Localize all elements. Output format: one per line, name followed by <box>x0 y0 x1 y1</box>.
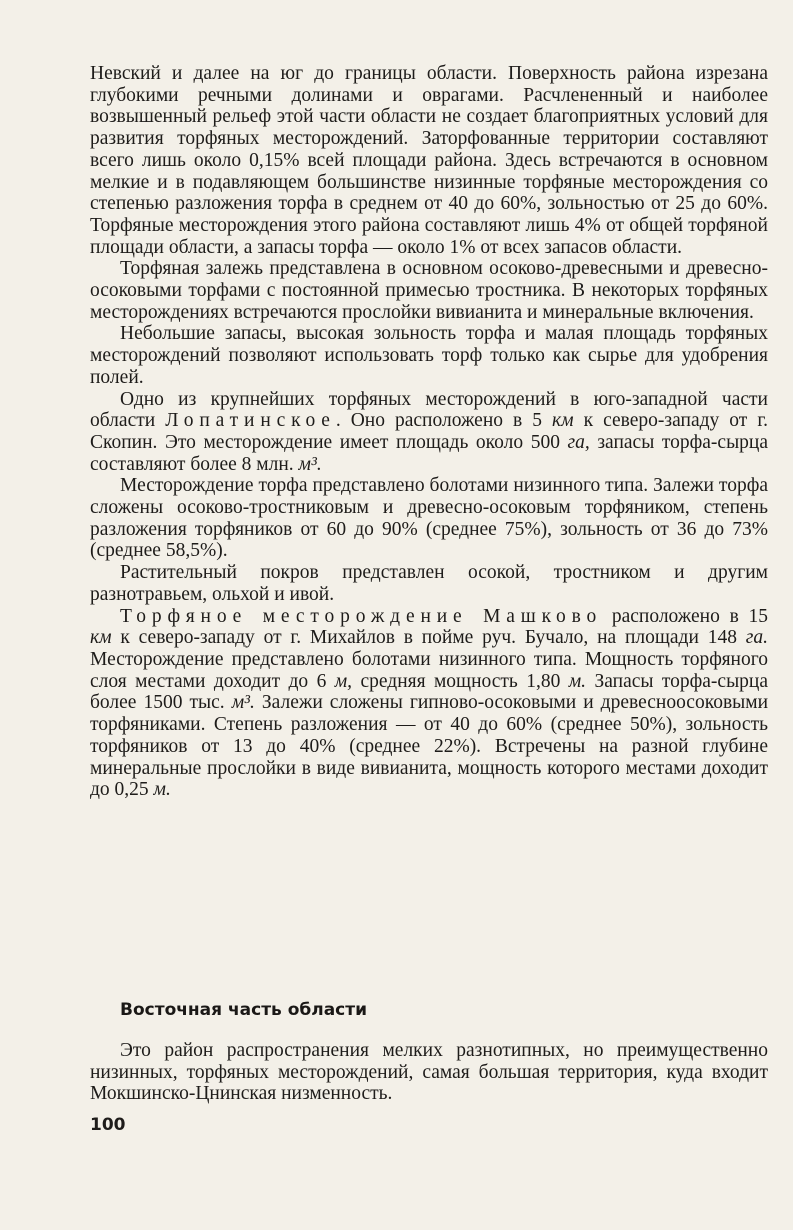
paragraph-7-text-e: Запасы торфа-сырца более 1500 тыс. <box>90 670 769 714</box>
deposit-name-lopatinskoe: Лопатинское <box>165 410 336 432</box>
paragraph-1: Невский и далее на юг до границы области. Поверхность района изрезана глубокими речными долинами и оврагами. Расчлененный и наиболее возвышенный рельеф этой части области не создает благоприятных условий для развития торфяных месторождений. Заторфованные территории составляют всего лишь около 0,15% всей площади района. Здесь встречаются в основном мелкие и в подавляющем большинстве низинные торфяные месторождения со степенью разложения торфа в среднем от 40 до 60%, зольностью от 25 до 60%. Торфяные месторождения этого района составляют лишь 4% от общей торфяной площади области, а запасы торфа — около 1% от всех запасов области. <box>90 63 768 258</box>
body-text <box>90 63 768 801</box>
unit-ga: га. <box>745 627 768 649</box>
unit-ga: га, <box>567 431 590 453</box>
paragraph-7-text-c: Месторождение представлено болотами низинного типа. Мощность торфяного слоя местами доходит до 6 <box>90 648 768 692</box>
paragraph-2: Торфяная залежь представлена в основном осоково-древесными и древесно-осоковыми торфами с постоянной примесью тростника. В некоторых торфяных месторождениях встречаются прослойки вивианита и минеральные включения. <box>90 258 768 323</box>
deposit-name-mashkovo: Торфяное месторождение Машково <box>120 605 603 627</box>
unit-m: м. <box>568 670 587 692</box>
paragraph-7-text-d: средняя мощность 1,80 <box>360 670 561 692</box>
paragraph-5: Месторождение торфа представлено болотами низинного типа. Залежи торфа сложены осоково-тростниковым и древесно-осоковым торфяником, степень разложения торфяников от 60 до 90% (среднее 75%), зольность от 36 до 73% (среднее 58,5%). <box>90 475 768 562</box>
paragraph-4 <box>90 389 768 476</box>
final-text <box>90 1040 768 1105</box>
page-number: 100 <box>90 1115 126 1135</box>
paragraph-4-text-b: . Оно расположено в 5 <box>335 410 543 432</box>
paragraph-6: Растительный покров представлен осокой, тростником и другим разнотравьем, ольхой и ивой. <box>90 562 768 605</box>
unit-km: км <box>552 410 574 432</box>
paragraph-8: Это район распространения мелких разнотипных, но преимущественно низинных, торфяных месторождений, самая большая территория, куда входит Мокшинско-Цнинская низменность. <box>90 1040 768 1105</box>
paragraph-4-text-a: Одно из крупнейших торфяных месторождений в юго-западной части области <box>90 388 768 432</box>
section-heading: Восточная часть области <box>120 1000 368 1020</box>
unit-m: м. <box>153 779 171 801</box>
unit-m: м, <box>334 670 353 692</box>
paragraph-7-text-b: к северо-западу от г. Михайлов в пойме руч. Бучало, на площади 148 <box>120 627 737 649</box>
paragraph-7-text-a: расположено в 15 <box>611 605 769 627</box>
paragraph-7 <box>90 606 768 801</box>
unit-km: км <box>90 627 112 649</box>
paragraph-3: Небольшие запасы, высокая зольность торфа и малая площадь торфяных месторождений позволяют использовать торф только как сырье для удобрения полей. <box>90 323 768 388</box>
paragraph-7-text-f: Залежи сложены гипново-осоковыми и древесноосоковыми торфяниками. Степень разложения — от 40 до 60% (среднее 50%), зольность торфяников от 13 до 40% (среднее 22%). Встречены на разной глубине минеральные прослойки в виде вивианита, мощность которого местами доходит до 0,25 <box>90 692 769 801</box>
unit-m3: м³. <box>298 453 322 475</box>
unit-m3: м³. <box>231 692 255 714</box>
paragraph-4-text-c: к северо-западу от г. Скопин. Это месторождение имеет площадь около 500 <box>90 410 768 453</box>
paragraph-4-text-d: запасы торфа-сырца составляют более 8 млн. <box>90 431 769 475</box>
